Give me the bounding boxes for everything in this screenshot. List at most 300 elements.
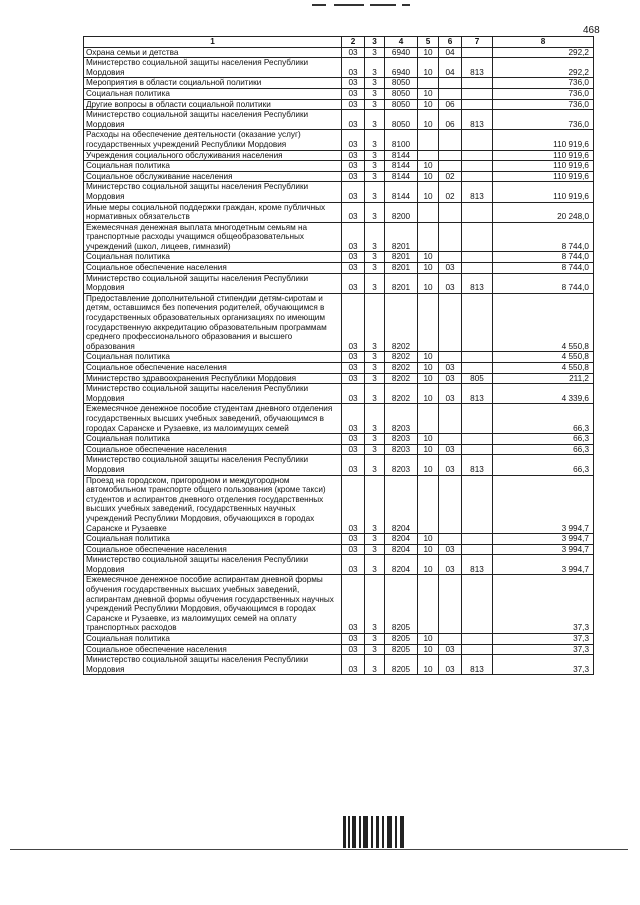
table-row (84, 47, 594, 58)
table-cell-c7 (462, 444, 493, 455)
table-cell-c4: 8203 (385, 404, 418, 434)
table-cell-c2: 03 (342, 404, 365, 434)
table-cell-amount: 37,3 (493, 634, 594, 645)
table-cell-c2: 03 (342, 252, 365, 263)
table-cell-c4: 8201 (385, 252, 418, 263)
table-cell-c3: 3 (365, 252, 385, 263)
table-cell-amount: 4 550,8 (493, 352, 594, 363)
table-row (84, 130, 594, 150)
table-cell-c6 (439, 352, 462, 363)
table-cell-amount: 8 744,0 (493, 222, 594, 252)
table-row (84, 634, 594, 645)
table-cell-c4: 8144 (385, 182, 418, 202)
table-cell-c3: 3 (365, 444, 385, 455)
table-cell-c3: 3 (365, 88, 385, 99)
table-row (84, 575, 594, 634)
table-cell-c7: 813 (462, 455, 493, 475)
table-cell-name: Министерство социальной защиты населения Республики Мордовия (84, 110, 342, 130)
table-cell-amount: 3 994,7 (493, 475, 594, 534)
table-cell-c4: 8202 (385, 352, 418, 363)
table-cell-c3: 3 (365, 352, 385, 363)
table-cell-amount: 110 919,6 (493, 150, 594, 161)
table-cell-c3: 3 (365, 78, 385, 89)
table-cell-c5: 10 (418, 363, 439, 374)
table-cell-c7: 813 (462, 555, 493, 575)
table-cell-c7 (462, 634, 493, 645)
table-cell-amount: 110 919,6 (493, 130, 594, 150)
table-row (84, 655, 594, 675)
table-cell-name: Охрана семьи и детства (84, 47, 342, 58)
table-header-row (84, 37, 594, 48)
table-cell-c5: 10 (418, 655, 439, 675)
table-cell-c6 (439, 293, 462, 352)
table-cell-c3: 3 (365, 655, 385, 675)
table-cell-c7 (462, 263, 493, 274)
table-cell-c5: 10 (418, 634, 439, 645)
budget-table (83, 36, 594, 675)
table-row (84, 88, 594, 99)
table-cell-name: Социальная политика (84, 434, 342, 445)
table-cell-c3: 3 (365, 47, 385, 58)
table-cell-c5: 10 (418, 373, 439, 384)
barcode-mark (343, 816, 405, 848)
table-cell-name: Социальное обеспечение населения (84, 644, 342, 655)
table-cell-c2: 03 (342, 99, 365, 110)
table-cell-c4: 8204 (385, 475, 418, 534)
table-row (84, 171, 594, 182)
table-cell-c4: 8205 (385, 644, 418, 655)
table-cell-name: Социальная политика (84, 161, 342, 172)
table-cell-c2: 03 (342, 182, 365, 202)
header-cell: 7 (462, 37, 493, 48)
table-cell-c3: 3 (365, 384, 385, 404)
header-cell: 1 (84, 37, 342, 48)
table-cell-c3: 3 (365, 575, 385, 634)
table-cell-c5: 10 (418, 644, 439, 655)
table-row (84, 252, 594, 263)
table-cell-name: Мероприятия в области социальной политики (84, 78, 342, 89)
table-cell-c6 (439, 575, 462, 634)
table-cell-c4: 8202 (385, 373, 418, 384)
table-cell-c7: 813 (462, 384, 493, 404)
table-cell-c4: 8202 (385, 363, 418, 374)
table-cell-c3: 3 (365, 373, 385, 384)
table-cell-amount: 110 919,6 (493, 171, 594, 182)
table-cell-c6: 04 (439, 47, 462, 58)
table-cell-c5 (418, 222, 439, 252)
table-cell-amount: 110 919,6 (493, 182, 594, 202)
table-cell-c6 (439, 78, 462, 89)
table-cell-c2: 03 (342, 161, 365, 172)
table-cell-c5: 10 (418, 171, 439, 182)
table-cell-c5: 10 (418, 88, 439, 99)
table-row (84, 555, 594, 575)
table-row (84, 644, 594, 655)
table-cell-c5: 10 (418, 182, 439, 202)
table-row (84, 384, 594, 404)
table-cell-c2: 03 (342, 110, 365, 130)
table-row (84, 352, 594, 363)
table-cell-c7 (462, 293, 493, 352)
table-cell-c5: 10 (418, 544, 439, 555)
table-cell-c2: 03 (342, 58, 365, 78)
table-cell-c5: 10 (418, 444, 439, 455)
table-cell-c4: 8204 (385, 534, 418, 545)
table-cell-amount: 8 744,0 (493, 252, 594, 263)
table-cell-c5: 10 (418, 99, 439, 110)
table-cell-amount: 3 994,7 (493, 555, 594, 575)
table-cell-c3: 3 (365, 150, 385, 161)
table-cell-c3: 3 (365, 222, 385, 252)
table-cell-amount: 66,3 (493, 434, 594, 445)
table-cell-amount: 292,2 (493, 47, 594, 58)
table-cell-name: Социальная политика (84, 88, 342, 99)
table-cell-c2: 03 (342, 555, 365, 575)
table-cell-c2: 03 (342, 384, 365, 404)
table-cell-name: Социальное обеспечение населения (84, 363, 342, 374)
table-cell-c3: 3 (365, 263, 385, 274)
table-cell-c4: 8201 (385, 263, 418, 274)
table-cell-c6: 03 (439, 263, 462, 274)
table-cell-name: Министерство социальной защиты населения Республики Мордовия (84, 455, 342, 475)
table-cell-amount: 211,2 (493, 373, 594, 384)
table-cell-c3: 3 (365, 475, 385, 534)
table-cell-amount: 37,3 (493, 644, 594, 655)
table-cell-amount: 3 994,7 (493, 534, 594, 545)
table-cell-c5 (418, 575, 439, 634)
table-cell-c7: 813 (462, 273, 493, 293)
table-cell-name: Ежемесячное денежное пособие аспирантам дневной формы обучения государственных высших учебных заведений, аспирантам дневной формы обучения государственных научных учреждений Республики Мордовия, обучающимся в городах Саранске и Рузаевке, из малоимущих семей на оплату транспортных расходов (84, 575, 342, 634)
table-cell-c4: 8050 (385, 99, 418, 110)
table-cell-c3: 3 (365, 58, 385, 78)
table-body (84, 47, 594, 675)
table-cell-c2: 03 (342, 171, 365, 182)
table-cell-c4: 8203 (385, 455, 418, 475)
table-cell-c4: 8144 (385, 171, 418, 182)
table-cell-c2: 03 (342, 444, 365, 455)
table-row (84, 222, 594, 252)
table-cell-c5: 10 (418, 384, 439, 404)
table-cell-c3: 3 (365, 534, 385, 545)
table-cell-c2: 03 (342, 222, 365, 252)
table-cell-c6: 06 (439, 99, 462, 110)
table-cell-amount: 4 550,8 (493, 363, 594, 374)
table-cell-c4: 6940 (385, 58, 418, 78)
table-cell-amount: 736,0 (493, 78, 594, 89)
table-cell-c5: 10 (418, 252, 439, 263)
table-cell-c6: 03 (439, 555, 462, 575)
table-cell-c4: 8201 (385, 222, 418, 252)
table-cell-c6 (439, 475, 462, 534)
table-cell-c7: 813 (462, 110, 493, 130)
table-cell-c7 (462, 47, 493, 58)
table-cell-name: Учреждения социального обслуживания населения (84, 150, 342, 161)
table-cell-c2: 03 (342, 47, 365, 58)
table-cell-c7 (462, 202, 493, 222)
table-cell-c5: 10 (418, 555, 439, 575)
table-cell-c4: 8204 (385, 555, 418, 575)
table-row (84, 444, 594, 455)
table-cell-c7 (462, 161, 493, 172)
table-row (84, 99, 594, 110)
page-bottom-rule (10, 849, 628, 850)
table-row (84, 475, 594, 534)
table-cell-c2: 03 (342, 263, 365, 274)
table-cell-c3: 3 (365, 455, 385, 475)
table-cell-c6: 03 (439, 455, 462, 475)
table-cell-c6 (439, 202, 462, 222)
table-cell-c6: 03 (439, 655, 462, 675)
table-row (84, 161, 594, 172)
table-cell-c5 (418, 202, 439, 222)
table-cell-c2: 03 (342, 88, 365, 99)
table-cell-amount: 37,3 (493, 575, 594, 634)
table-cell-amount: 736,0 (493, 99, 594, 110)
table-cell-c7 (462, 171, 493, 182)
table-cell-c3: 3 (365, 363, 385, 374)
table-cell-name: Министерство социальной защиты населения Республики Мордовия (84, 655, 342, 675)
table-cell-c7 (462, 352, 493, 363)
table-cell-c6: 03 (439, 644, 462, 655)
table-cell-c7 (462, 404, 493, 434)
table-cell-name: Ежемесячное денежное пособие студентам дневного отделения государственных высших учебных заведений, обучающимся в городах Саранске и Рузаевке, из малоимущих семей (84, 404, 342, 434)
table-cell-c7 (462, 575, 493, 634)
table-cell-c4: 8144 (385, 150, 418, 161)
table-cell-c5 (418, 150, 439, 161)
table-cell-c2: 03 (342, 634, 365, 645)
table-cell-c2: 03 (342, 644, 365, 655)
table-cell-c7 (462, 363, 493, 374)
table-cell-c6 (439, 130, 462, 150)
table-cell-c4: 8204 (385, 544, 418, 555)
table-cell-amount: 4 339,6 (493, 384, 594, 404)
table-cell-c7: 805 (462, 373, 493, 384)
table-cell-c7 (462, 88, 493, 99)
table-cell-c4: 8200 (385, 202, 418, 222)
table-cell-c4: 8205 (385, 575, 418, 634)
table-cell-c6 (439, 252, 462, 263)
table-cell-c7 (462, 150, 493, 161)
table-cell-c7 (462, 252, 493, 263)
table-cell-c2: 03 (342, 202, 365, 222)
table-cell-c3: 3 (365, 130, 385, 150)
table-cell-c5: 10 (418, 352, 439, 363)
table-cell-c2: 03 (342, 293, 365, 352)
table-cell-name: Социальная политика (84, 534, 342, 545)
table-cell-c7 (462, 534, 493, 545)
table-row (84, 455, 594, 475)
table-cell-c3: 3 (365, 404, 385, 434)
table-cell-c3: 3 (365, 161, 385, 172)
table-cell-c3: 3 (365, 110, 385, 130)
table-cell-c6: 03 (439, 384, 462, 404)
table-cell-amount: 292,2 (493, 58, 594, 78)
table-cell-c3: 3 (365, 99, 385, 110)
table-cell-c5: 10 (418, 273, 439, 293)
table-cell-name: Министерство социальной защиты населения Республики Мордовия (84, 555, 342, 575)
table-row (84, 110, 594, 130)
table-row (84, 202, 594, 222)
header-cell: 6 (439, 37, 462, 48)
table-cell-c4: 8144 (385, 161, 418, 172)
table-cell-c7 (462, 434, 493, 445)
table-row (84, 263, 594, 274)
table-cell-c6 (439, 150, 462, 161)
table-cell-c5: 10 (418, 58, 439, 78)
table-cell-c2: 03 (342, 534, 365, 545)
table-cell-c4: 8050 (385, 78, 418, 89)
table-cell-name: Социальное обслуживание населения (84, 171, 342, 182)
table-cell-c3: 3 (365, 273, 385, 293)
table-cell-c5 (418, 404, 439, 434)
table-cell-c3: 3 (365, 434, 385, 445)
table-cell-amount: 8 744,0 (493, 263, 594, 274)
table-cell-name: Расходы на обеспечение деятельности (оказание услуг) государственных учреждений Республики Мордовия (84, 130, 342, 150)
table-cell-c2: 03 (342, 434, 365, 445)
table-cell-c5: 10 (418, 455, 439, 475)
table-cell-name: Проезд на городском, пригородном и междугородном автомобильном транспорте общего пользования (кроме такси) студентов и аспирантов дневного отделения государственных высших учебных заведений, государственных научных учреждений Республики Мордовия, обучающихся в городах Саранске и Рузаевке (84, 475, 342, 534)
table-cell-c2: 03 (342, 544, 365, 555)
table-cell-c6 (439, 434, 462, 445)
table-cell-c4: 8050 (385, 88, 418, 99)
table-cell-c3: 3 (365, 544, 385, 555)
table-cell-c5 (418, 130, 439, 150)
table-cell-c6 (439, 88, 462, 99)
table-cell-name: Социальное обеспечение населения (84, 263, 342, 274)
table-cell-name: Другие вопросы в области социальной политики (84, 99, 342, 110)
table-cell-c3: 3 (365, 171, 385, 182)
table-cell-name: Социальная политика (84, 352, 342, 363)
scan-mark-top (312, 4, 422, 8)
table-cell-amount: 4 550,8 (493, 293, 594, 352)
table-cell-amount: 37,3 (493, 655, 594, 675)
table-row (84, 434, 594, 445)
table-cell-name: Министерство здравоохранения Республики Мордовия (84, 373, 342, 384)
table-cell-amount: 66,3 (493, 444, 594, 455)
table-cell-c7 (462, 130, 493, 150)
table-cell-c4: 8203 (385, 444, 418, 455)
header-cell: 3 (365, 37, 385, 48)
table-cell-c5 (418, 293, 439, 352)
table-cell-c6 (439, 634, 462, 645)
table-cell-c6: 03 (439, 273, 462, 293)
table-cell-c7: 813 (462, 182, 493, 202)
table-cell-c6: 02 (439, 182, 462, 202)
table-cell-c2: 03 (342, 150, 365, 161)
table-cell-c3: 3 (365, 202, 385, 222)
table-cell-c3: 3 (365, 634, 385, 645)
table-cell-amount: 20 248,0 (493, 202, 594, 222)
header-cell: 4 (385, 37, 418, 48)
table-cell-c2: 03 (342, 373, 365, 384)
table-cell-c7 (462, 475, 493, 534)
table-cell-c5: 10 (418, 47, 439, 58)
table-cell-c5 (418, 475, 439, 534)
table-cell-name: Министерство социальной защиты населения Республики Мордовия (84, 58, 342, 78)
header-cell: 5 (418, 37, 439, 48)
table-cell-name: Иные меры социальной поддержки граждан, кроме публичных нормативных обязательств (84, 202, 342, 222)
table-cell-c5: 10 (418, 161, 439, 172)
table-cell-c4: 8201 (385, 273, 418, 293)
table-cell-c7 (462, 78, 493, 89)
table-cell-c3: 3 (365, 555, 385, 575)
table-cell-name: Социальное обеспечение населения (84, 544, 342, 555)
table-cell-c7 (462, 99, 493, 110)
table-cell-c5: 10 (418, 434, 439, 445)
page-number: 468 (583, 25, 600, 36)
table-cell-name: Ежемесячная денежная выплата многодетным семьям на транспортные расходы учащимся общеобразовательных учреждений (школ, лицеев, гимназий) (84, 222, 342, 252)
table-cell-c3: 3 (365, 293, 385, 352)
table-cell-c5: 10 (418, 534, 439, 545)
table-row (84, 58, 594, 78)
table-cell-c7 (462, 544, 493, 555)
table-cell-amount: 3 994,7 (493, 544, 594, 555)
header-cell: 8 (493, 37, 594, 48)
table-row (84, 293, 594, 352)
table-cell-amount: 8 744,0 (493, 273, 594, 293)
table-cell-c6: 03 (439, 544, 462, 555)
table-cell-c5: 10 (418, 263, 439, 274)
table-row (84, 373, 594, 384)
table-cell-name: Социальное обеспечение населения (84, 444, 342, 455)
table-cell-c4: 8050 (385, 110, 418, 130)
table-cell-c4: 8202 (385, 384, 418, 404)
table-cell-c2: 03 (342, 363, 365, 374)
table-cell-c2: 03 (342, 273, 365, 293)
table-cell-amount: 736,0 (493, 88, 594, 99)
table-cell-c2: 03 (342, 475, 365, 534)
table-cell-amount: 736,0 (493, 110, 594, 130)
table-row (84, 182, 594, 202)
table-cell-c3: 3 (365, 182, 385, 202)
table-cell-c6 (439, 404, 462, 434)
table-row (84, 363, 594, 374)
table-cell-c4: 8100 (385, 130, 418, 150)
table-cell-c2: 03 (342, 130, 365, 150)
table-cell-name: Министерство социальной защиты населения Республики Мордовия (84, 182, 342, 202)
table-cell-c6: 02 (439, 171, 462, 182)
table-cell-c7 (462, 644, 493, 655)
table-cell-c2: 03 (342, 78, 365, 89)
table-cell-c6 (439, 534, 462, 545)
table-cell-c6: 06 (439, 110, 462, 130)
table-cell-c4: 8203 (385, 434, 418, 445)
table-cell-c6: 04 (439, 58, 462, 78)
table-cell-c7: 813 (462, 58, 493, 78)
table-cell-name: Предоставление дополнительной стипендии детям-сиротам и детям, оставшимся без попечения родителей, обучающимся в государственных образовательных организациях по имеющим государственную аккредитацию образовательным программам среднего профессионального образования и высшего образования (84, 293, 342, 352)
table-cell-c6: 03 (439, 373, 462, 384)
table-cell-c7 (462, 222, 493, 252)
table-cell-c6 (439, 161, 462, 172)
table-cell-c3: 3 (365, 644, 385, 655)
table-cell-c4: 8202 (385, 293, 418, 352)
table-cell-name: Социальная политика (84, 252, 342, 263)
table-row (84, 404, 594, 434)
header-cell: 2 (342, 37, 365, 48)
table-cell-c2: 03 (342, 575, 365, 634)
table-cell-name: Социальная политика (84, 634, 342, 645)
table-cell-c6: 03 (439, 444, 462, 455)
table-cell-c5 (418, 78, 439, 89)
table-cell-c2: 03 (342, 455, 365, 475)
table-row (84, 150, 594, 161)
table-cell-c7: 813 (462, 655, 493, 675)
table-row (84, 273, 594, 293)
table-cell-c2: 03 (342, 655, 365, 675)
table-cell-name: Министерство социальной защиты населения Республики Мордовия (84, 384, 342, 404)
table-cell-c4: 6940 (385, 47, 418, 58)
table-row (84, 78, 594, 89)
